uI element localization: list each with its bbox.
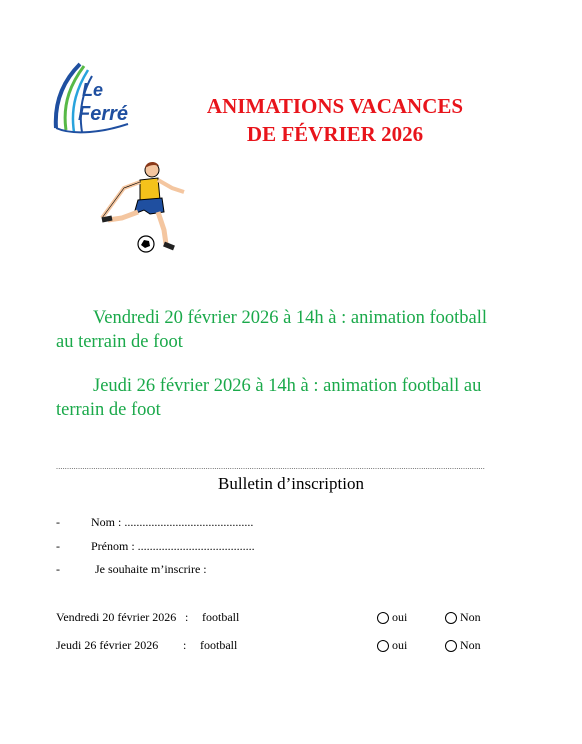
page-title-line1: ANIMATIONS VACANCES (206, 94, 464, 118)
event-2-line1: Jeudi 26 février 2026 à 14h à : animation football au (93, 376, 482, 396)
row-1-non-label: Non (460, 610, 481, 624)
row-2-colon: : (183, 638, 187, 652)
le-ferre-logo (44, 58, 136, 138)
cut-line: ................................................................................................................................................................................................... (56, 462, 485, 471)
row-2-non-label: Non (460, 638, 481, 652)
bullet-prenom: - (56, 539, 60, 553)
row-1-oui-label: oui (392, 610, 408, 624)
event-1-line2: au terrain de foot (56, 332, 183, 352)
row-1-non-radio[interactable] (445, 612, 457, 624)
row-2-non-option[interactable] (445, 638, 481, 653)
form-title: Bulletin d’inscription (218, 474, 364, 493)
page-title-line2: DE FÉVRIER 2026 (246, 122, 424, 146)
row-2-activity: football (200, 638, 238, 652)
row-2-oui-radio[interactable] (377, 640, 389, 652)
row-1-colon: : (185, 610, 189, 624)
event-1 (56, 306, 536, 354)
row-2-non-radio[interactable] (445, 640, 457, 652)
row-1-oui-radio[interactable] (377, 612, 389, 624)
inscription-label: Je souhaite m’inscrire : (95, 562, 207, 576)
row-2-oui-label: oui (392, 638, 408, 652)
event-2-line2: terrain de foot (56, 400, 161, 420)
row-2-oui-option[interactable] (377, 638, 407, 653)
bullet-nom: - (56, 515, 60, 529)
football-player-icon (94, 158, 186, 258)
row-1-activity: football (202, 610, 240, 624)
row-1-oui-option[interactable] (377, 610, 407, 625)
prenom-field[interactable]: Prénom : ....................................... (91, 539, 255, 553)
event-2 (56, 374, 536, 422)
nom-field[interactable]: Nom : ........................................... (91, 515, 254, 529)
bullet-inscrire: - (56, 562, 60, 576)
row-1-non-option[interactable] (445, 610, 481, 625)
row-1-date: Vendredi 20 février 2026 (56, 610, 177, 624)
row-2-date: Jeudi 26 février 2026 (56, 638, 159, 652)
logo-text-le: Le (82, 80, 104, 100)
logo-text-ferre: Ferré (78, 103, 129, 125)
event-1-line1: Vendredi 20 février 2026 à 14h à : animation football (93, 308, 488, 328)
